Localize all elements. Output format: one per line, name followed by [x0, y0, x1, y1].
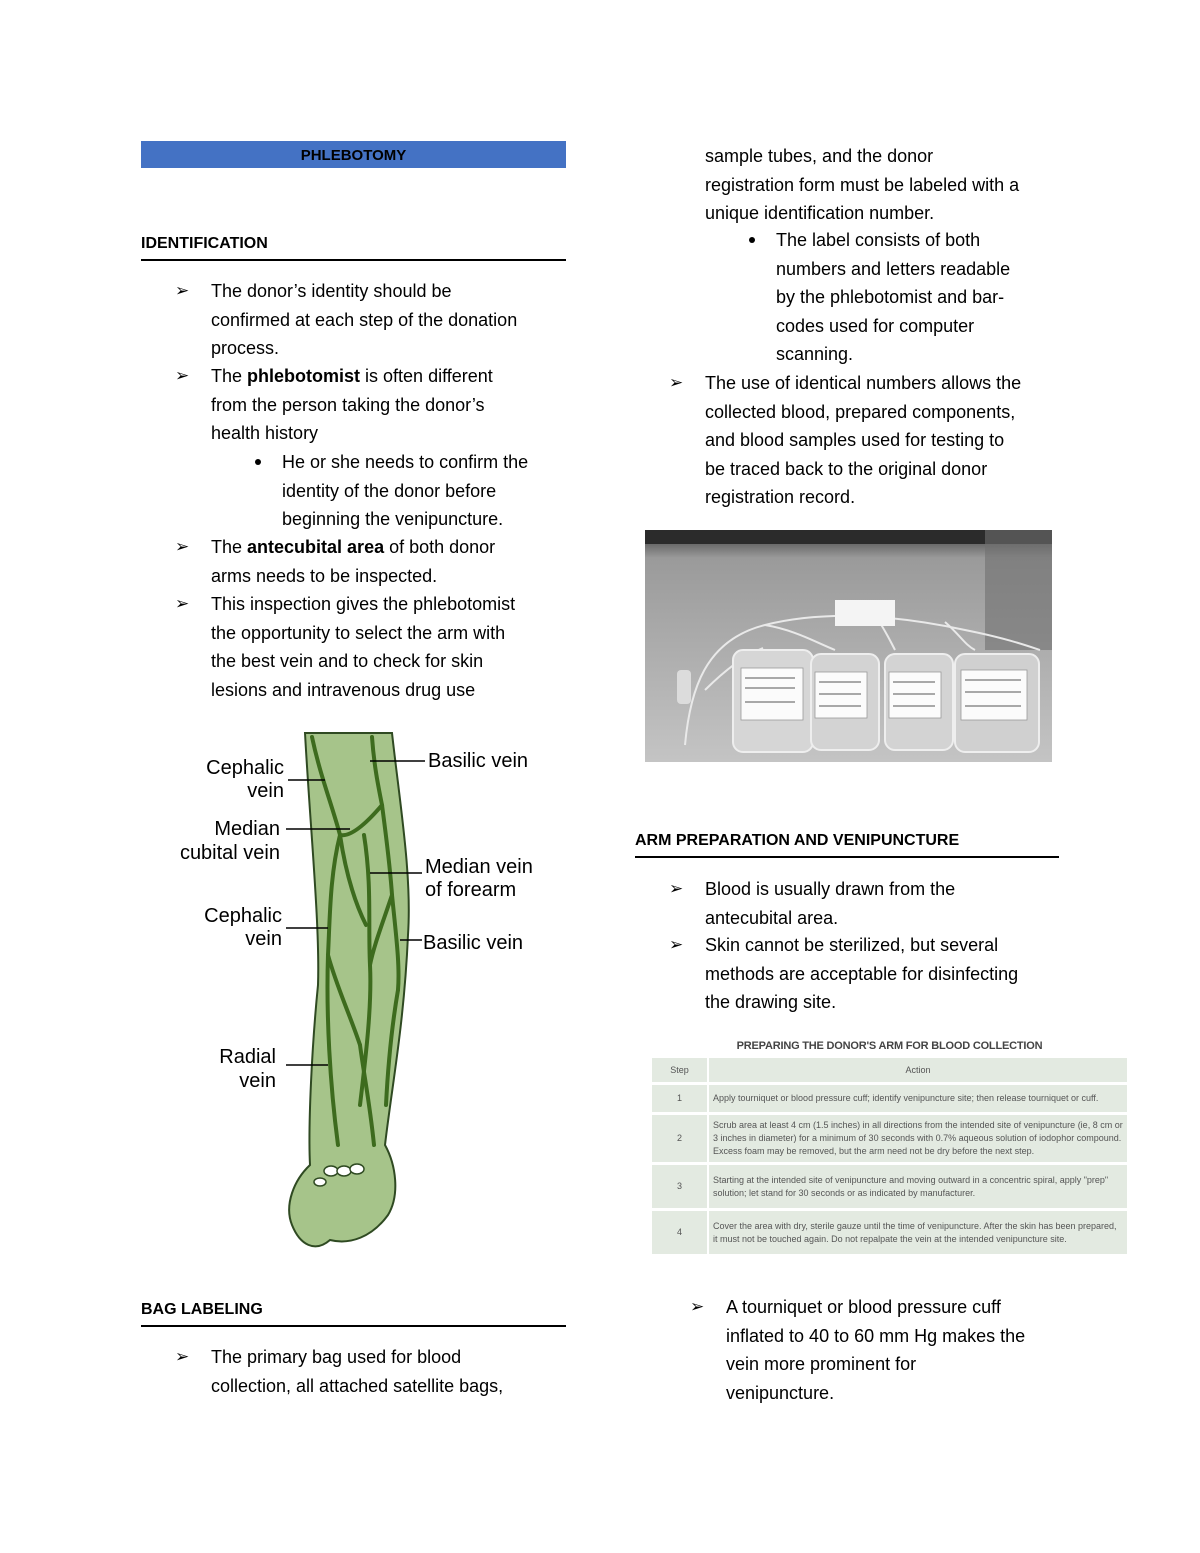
- step-number: 1: [652, 1084, 708, 1114]
- arrow-bullet-icon: ➢: [690, 1297, 705, 1316]
- bag-labeling-point-1-continued: sample tubes, and the donor registration form must be labeled with a unique identification number.: [705, 146, 1020, 223]
- arrow-bullet-icon: ➢: [175, 594, 190, 613]
- arrow-bullet-icon: ➢: [669, 935, 684, 954]
- label-cephalic-vein-low: Cephalic: [204, 905, 282, 927]
- dot-bullet-icon: [255, 459, 261, 465]
- arm-vein-diagram: [160, 725, 560, 1255]
- identification-point-4: This inspection gives the phlebotomist the opportunity to select the arm with the best vein and to check for skin lesions and intravenous drug use: [211, 594, 516, 700]
- label-packet: [835, 600, 895, 626]
- bag-labeling-subpoint-1: The label consists of both numbers and letters readable by the phlebotomist and bar- codes used for computer scanning.: [776, 230, 1011, 364]
- arrow-bullet-icon: ➢: [175, 537, 190, 556]
- dot-bullet-icon: [749, 237, 755, 243]
- prep-table: [652, 1038, 1127, 1272]
- label-basilic-vein-low: Basilic vein: [423, 932, 524, 954]
- col-action-header: Action: [708, 1058, 1127, 1084]
- table-header-row: [652, 1058, 1127, 1084]
- arrow-bullet-icon: ➢: [175, 1347, 190, 1366]
- identification-heading: IDENTIFICATION: [141, 234, 566, 261]
- step-number: 2: [652, 1114, 708, 1164]
- step-number: 4: [652, 1210, 708, 1256]
- identification-point-1: The donor’s identity should be confirmed at each step of the donation process.: [211, 281, 518, 358]
- table-row: [652, 1164, 1127, 1210]
- blood-bag-photo: [645, 530, 1052, 762]
- table-row: [652, 1084, 1127, 1114]
- table-row: [652, 1114, 1127, 1164]
- identification-point-2: The phlebotomist is often different from the person taking the donor’s health history: [211, 366, 493, 443]
- identification-subpoint-1: He or she needs to confirm the identity of the donor before beginning the venipuncture.: [282, 452, 529, 529]
- step-action: Apply tourniquet or blood pressure cuff; identify venipuncture site; then release tourniquet or cuff.: [708, 1084, 1127, 1114]
- label-median-cubital-2: cubital vein: [179, 842, 280, 864]
- label-radial-vein-2: vein: [239, 1070, 276, 1092]
- bag-labeling-point-1: The primary bag used for blood collection, all attached satellite bags,: [211, 1347, 504, 1396]
- label-cephalic-vein-top-2: vein: [247, 780, 284, 802]
- step-action: Starting at the intended site of venipuncture and moving outward in a concentric spiral, apply "prep" solution; let stand for 30 seconds or as indicated by manufacturer.: [708, 1164, 1127, 1210]
- arrow-bullet-icon: ➢: [175, 366, 190, 385]
- arm-prep-point-3: A tourniquet or blood pressure cuff inflated to 40 to 60 mm Hg makes the vein more prominent for venipuncture.: [726, 1297, 1026, 1403]
- col-step-header: Step: [652, 1058, 708, 1084]
- arm-prep-point-1: Blood is usually drawn from the antecubital area.: [705, 879, 956, 928]
- step-action: Scrub area at least 4 cm (1.5 inches) in all directions from the intended site of venipuncture (ie, 8 cm or 3 inches in diameter) for a minimum of 30 seconds with 0.7% aqueous solution of iodophor compound. Excess foam may be removed, but the arm need not be dry before the next step.: [708, 1114, 1127, 1164]
- arrow-bullet-icon: ➢: [669, 879, 684, 898]
- bag-labeling-point-2: The use of identical numbers allows the collected blood, prepared components, and blood samples used for testing to be traced back to the original donor registration record.: [705, 373, 1022, 507]
- bag-labeling-heading: BAG LABELING: [141, 1300, 566, 1327]
- arm-prep-heading: ARM PREPARATION AND VENIPUNCTURE: [635, 831, 1059, 858]
- identification-point-3: The antecubital area of both donor arms needs to be inspected.: [211, 537, 496, 586]
- step-action: Cover the area with dry, sterile gauze until the time of venipuncture. After the skin has been prepared, it must not be touched again. Do not repalpate the vein at the intended venipuncture site.: [708, 1210, 1127, 1256]
- arrow-bullet-icon: ➢: [175, 281, 190, 300]
- step-number: 3: [652, 1164, 708, 1210]
- prep-table-title: PREPARING THE DONOR'S ARM FOR BLOOD COLLECTION: [736, 1040, 1043, 1052]
- label-radial-vein: Radial: [219, 1046, 276, 1068]
- label-median-forearm: Median vein: [425, 856, 533, 878]
- label-basilic-vein-top: Basilic vein: [428, 750, 529, 772]
- arrow-bullet-icon: ➢: [669, 373, 684, 392]
- arm-prep-point-2: Skin cannot be sterilized, but several methods are acceptable for disinfecting the drawing site.: [705, 935, 1019, 1012]
- label-cephalic-vein-top: Cephalic: [206, 757, 284, 779]
- label-median-forearm-2: of forearm: [425, 879, 517, 901]
- needle-hub: [677, 670, 691, 704]
- table-row: [652, 1210, 1127, 1256]
- label-cephalic-vein-low-2: vein: [245, 928, 282, 950]
- page-title: PHLEBOTOMY: [141, 141, 566, 168]
- label-median-cubital: Median: [214, 818, 280, 840]
